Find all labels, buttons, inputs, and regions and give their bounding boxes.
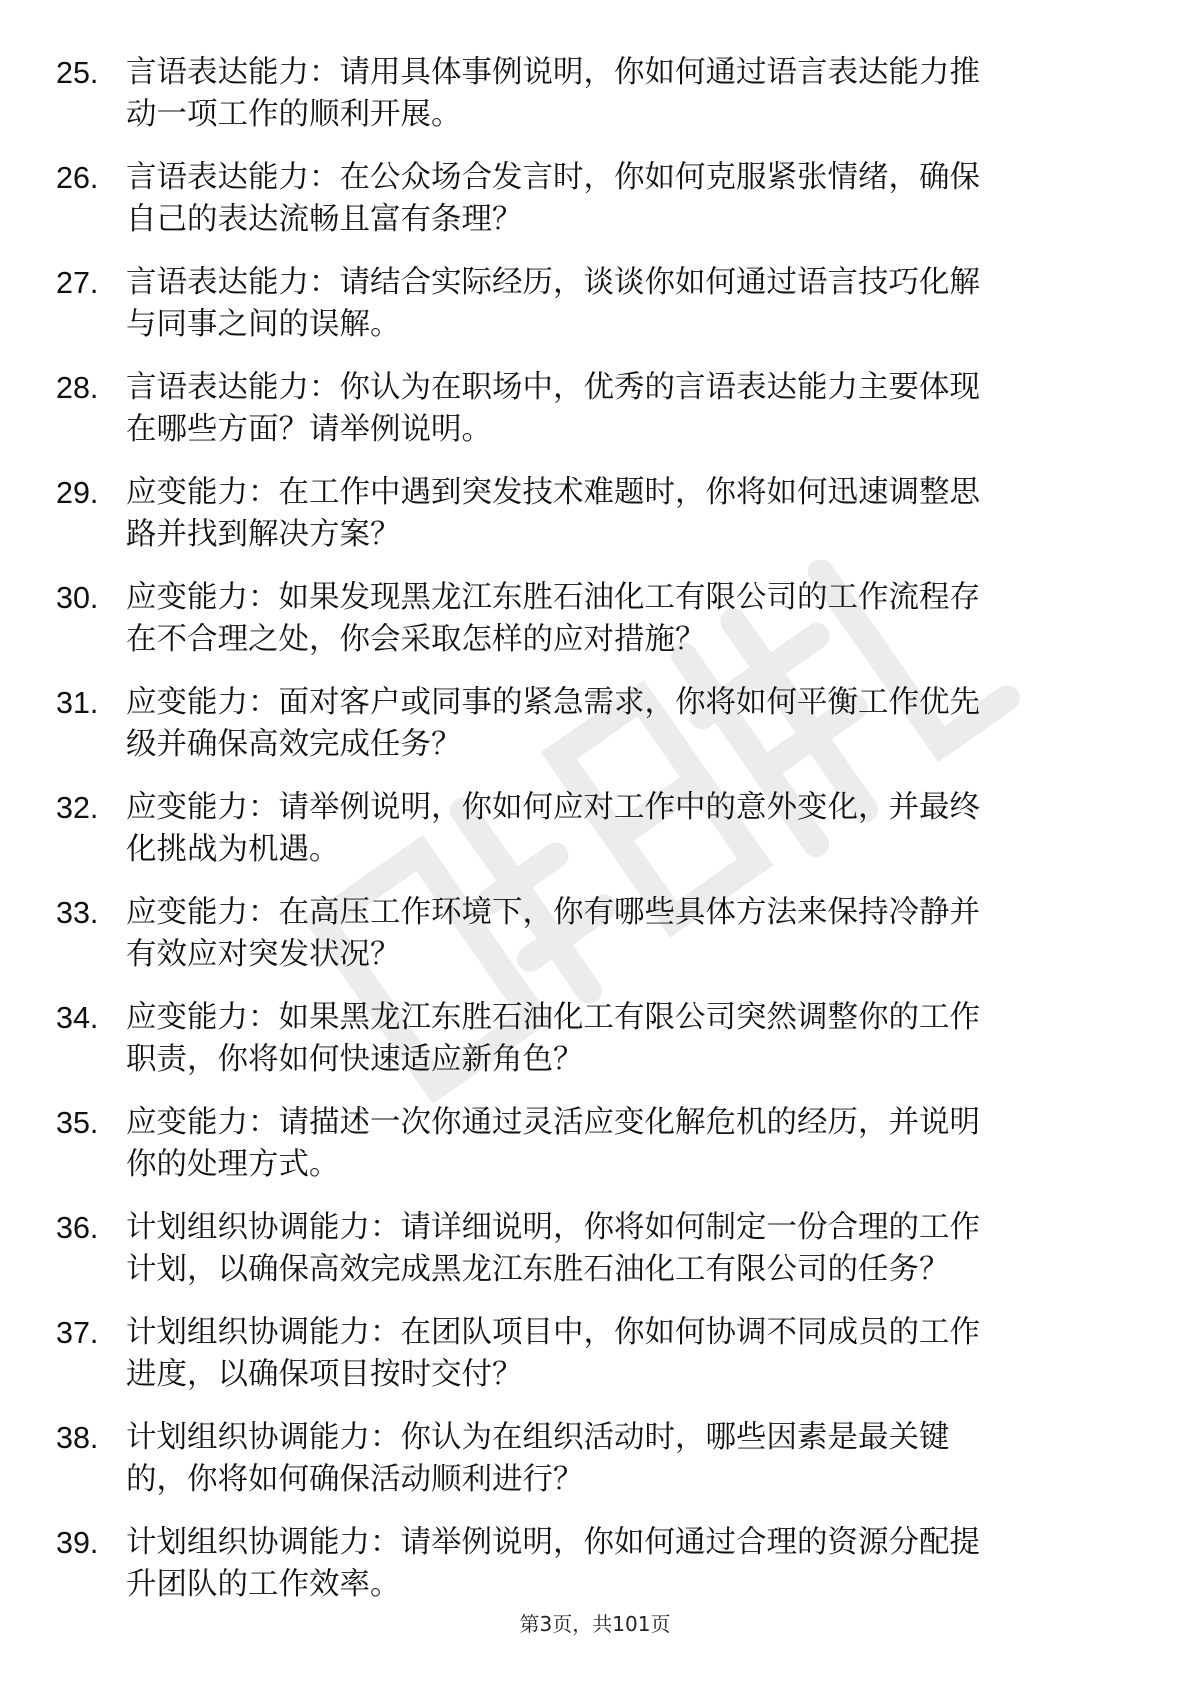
question-number: 34.	[56, 1001, 99, 1035]
question-item	[56, 262, 1146, 346]
question-text-line: 在不合理之处，你会采取怎样的应对措施？	[126, 622, 706, 657]
question-text-line: 应变能力：请描述一次你通过灵活应变化解危机的经历，并说明	[126, 1105, 980, 1140]
question-text-line: 计划组织协调能力：你认为在组织活动时，哪些因素是最关键	[126, 1420, 950, 1455]
question-text-line: 级并确保高效完成任务？	[126, 727, 462, 762]
question-item	[56, 1207, 1146, 1291]
question-item	[56, 1312, 1146, 1396]
question-number: 25.	[56, 56, 99, 90]
question-text-line: 的，你将如何确保活动顺利进行？	[126, 1462, 584, 1497]
question-item	[56, 1417, 1146, 1501]
question-item	[56, 577, 1146, 661]
question-text-line: 职责，你将如何快速适应新角色？	[126, 1042, 584, 1077]
question-number: 28.	[56, 371, 99, 405]
question-number: 36.	[56, 1211, 99, 1245]
question-text-line: 路并找到解决方案？	[126, 517, 401, 552]
question-text-line: 有效应对突发状况？	[126, 937, 401, 972]
question-text-line: 言语表达能力：你认为在职场中，优秀的言语表达能力主要体现	[126, 370, 980, 405]
question-text-line: 计划组织协调能力：请举例说明，你如何通过合理的资源分配提	[126, 1525, 980, 1560]
question-number: 30.	[56, 581, 99, 615]
question-number: 31.	[56, 686, 99, 720]
question-item	[56, 892, 1146, 976]
question-text-line: 言语表达能力：请结合实际经历，谈谈你如何通过语言技巧化解	[126, 265, 980, 300]
question-text-line: 言语表达能力：请用具体事例说明，你如何通过语言表达能力推	[126, 55, 980, 90]
page-number-label: 第3页，共101页	[519, 1612, 671, 1636]
question-text-line: 动一项工作的顺利开展。	[126, 97, 462, 132]
question-text-line: 言语表达能力：在公众场合发言时，你如何克服紧张情绪，确保	[126, 160, 980, 195]
question-number: 39.	[56, 1526, 99, 1560]
question-text-line: 应变能力：如果黑龙江东胜石油化工有限公司突然调整你的工作	[126, 1000, 980, 1035]
question-text-line: 在哪些方面？请举例说明。	[126, 412, 492, 447]
question-text-line: 应变能力：面对客户或同事的紧急需求，你将如何平衡工作优先	[126, 685, 980, 720]
question-item	[56, 472, 1146, 556]
question-text-line: 计划，以确保高效完成黑龙江东胜石油化工有限公司的任务？	[126, 1252, 950, 1287]
question-text-line: 应变能力：在高压工作环境下，你有哪些具体方法来保持冷静并	[126, 895, 980, 930]
question-text-line: 应变能力：如果发现黑龙江东胜石油化工有限公司的工作流程存	[126, 580, 980, 615]
question-number: 32.	[56, 791, 99, 825]
question-item	[56, 1522, 1146, 1606]
question-text-line: 升团队的工作效率。	[126, 1567, 401, 1602]
question-number: 29.	[56, 476, 99, 510]
question-text-line: 应变能力：请举例说明，你如何应对工作中的意外变化，并最终	[126, 790, 980, 825]
question-text-line: 计划组织协调能力：请详细说明，你将如何制定一份合理的工作	[126, 1210, 980, 1245]
question-text-line: 计划组织协调能力：在团队项目中，你如何协调不同成员的工作	[126, 1315, 980, 1350]
page-footer	[0, 1608, 1190, 1637]
question-text-line: 自己的表达流畅且富有条理？	[126, 202, 523, 237]
question-text-line: 化挑战为机遇。	[126, 832, 340, 867]
question-item	[56, 367, 1146, 451]
question-number: 35.	[56, 1106, 99, 1140]
question-number: 26.	[56, 161, 99, 195]
question-item	[56, 157, 1146, 241]
question-number: 33.	[56, 896, 99, 930]
question-text-line: 进度，以确保项目按时交付？	[126, 1357, 523, 1392]
question-item	[56, 52, 1146, 136]
question-item	[56, 682, 1146, 766]
question-list	[56, 52, 1146, 1627]
question-item	[56, 997, 1146, 1081]
question-item	[56, 1102, 1146, 1186]
question-text-line: 与同事之间的误解。	[126, 307, 401, 342]
question-number: 27.	[56, 266, 99, 300]
question-item	[56, 787, 1146, 871]
question-text-line: 你的处理方式。	[126, 1147, 340, 1182]
question-number: 38.	[56, 1421, 99, 1455]
question-number: 37.	[56, 1316, 99, 1350]
question-text-line: 应变能力：在工作中遇到突发技术难题时，你将如何迅速调整思	[126, 475, 980, 510]
